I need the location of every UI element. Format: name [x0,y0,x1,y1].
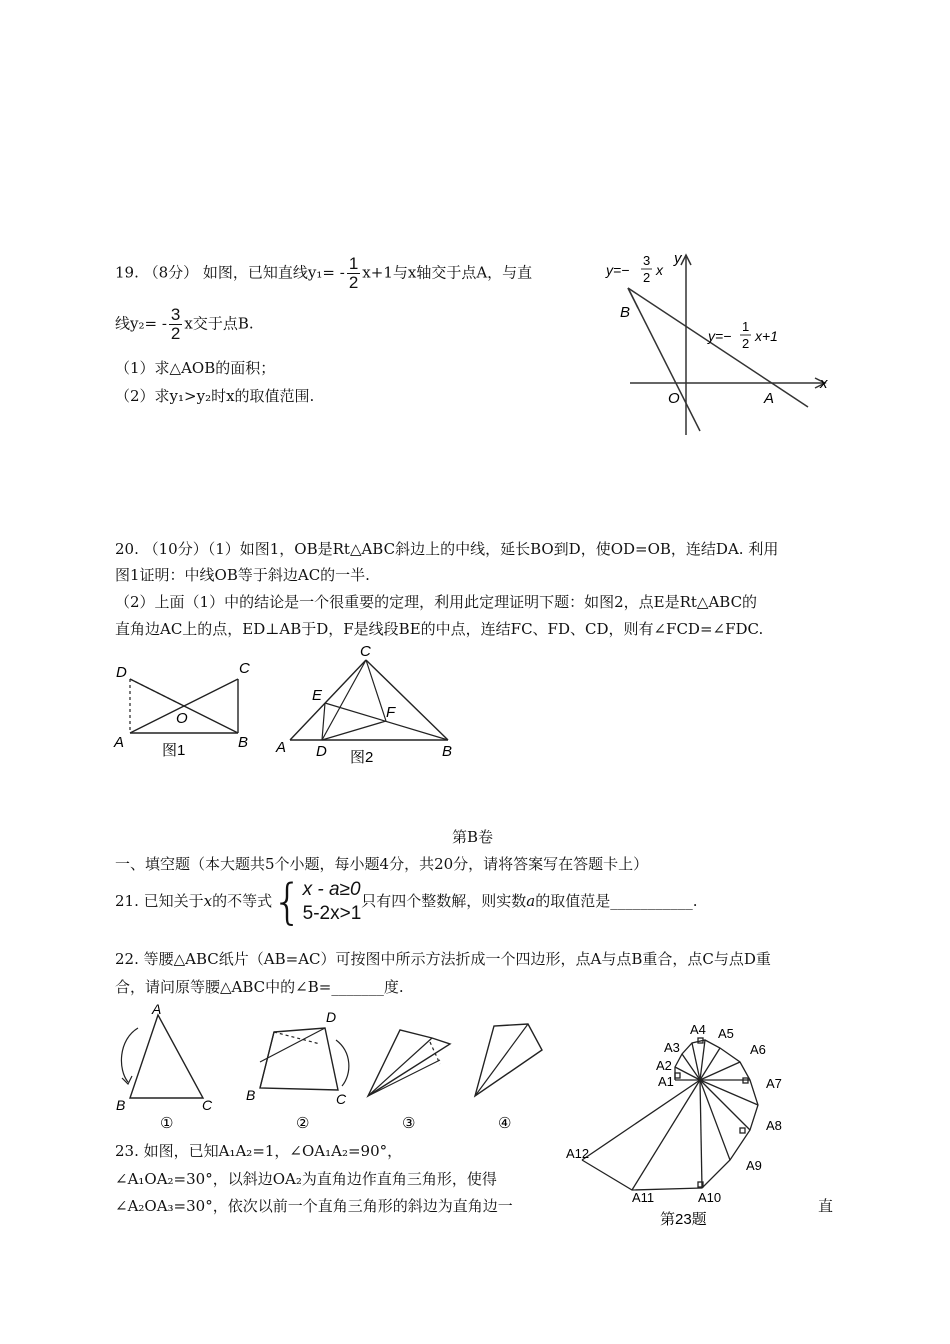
svg-text:A11: A11 [632,1190,655,1205]
q20-line1: 20. （10分）（1）如图1，OB是Rt△ABC斜边上的中线，延长BO到D，使OD=OB，连结DA. 利用 [115,540,779,558]
svg-text:D: D [326,1009,337,1025]
fraction-1-2: $\frac{1}{2}$ [348,254,359,292]
line-y1 [628,288,808,407]
answer-blank: _______ [331,978,384,996]
svg-text:A5: A5 [718,1026,734,1041]
q19-graph [600,245,840,440]
svg-text:A10: A10 [698,1190,722,1205]
q19-line1: 19. （8分） 如图，已知直线y₁= - $\frac{1}{2}$ x+1与x轴交于点A，与直 [115,254,533,292]
eq-a-prefix: y=− [708,328,732,344]
svg-text:A6: A6 [750,1042,766,1057]
svg-text:A9: A9 [746,1158,762,1173]
q23-line3-end: 直 [818,1197,834,1215]
svg-text:x: x [656,262,663,278]
svg-text:3: 3 [643,253,651,268]
svg-text:C: C [336,1091,347,1107]
q20-line3: （2）上面（1）中的结论是一个很重要的定理，利用此定理证明下题：如图2，点E是Rt△ABC的 [115,593,758,611]
answer-blank: ___________ [610,892,693,910]
svg-text:A3: A3 [664,1040,680,1055]
svg-text:①: ① [160,1115,174,1132]
svg-text:D: D [316,743,327,760]
svg-text:A12: A12 [566,1146,590,1161]
q23-spiral-figure [560,1010,820,1235]
svg-text:③: ③ [402,1115,416,1132]
svg-text:A4: A4 [690,1022,706,1037]
svg-text:2: 2 [742,336,750,351]
figure-23-caption: 第23题 [660,1211,707,1228]
q23-line2: ∠A₁OA₂=30°，以斜边OA₂为直角边作直角三角形，使得 [115,1170,497,1188]
svg-text:B: B [442,743,453,760]
figure-1-caption: 图1 [162,742,186,759]
part-b-title: 第B卷 [452,828,494,846]
q22-line1: 22. 等腰△ABC纸片（AB=AC）可按图中所示方法折成一个四边形，点A与点B重合，点C与点D重 [115,950,771,968]
svg-text:2: 2 [643,270,651,285]
q23-line1: 23. 如图，已知A₁A₂=1，∠OA₁A₂=90°， [115,1142,403,1160]
svg-text:A: A [152,1001,162,1017]
q19-sub2: （2）求y₁>y₂时x的取值范围. [115,387,315,405]
svg-text:C: C [202,1097,213,1113]
svg-text:C: C [239,660,250,677]
label-O: O [668,390,680,407]
svg-text:D: D [116,664,127,681]
q19-line2: 线y₂= - $\frac{3}{2}$ x交于点B. [115,305,254,343]
svg-text:O: O [176,710,188,727]
q21: 21. 已知关于x的不等式{ x - a≥0 5-2x>1 只有四个整数解，则实数a的取值范是___________. [115,874,698,930]
svg-text:x+1: x+1 [755,328,778,344]
svg-text:F: F [386,704,396,721]
q20-figure-1 [108,655,258,765]
svg-text:A7: A7 [766,1076,782,1091]
q19-sub1: （1）求△AOB的面积； [115,359,276,377]
figure-2-caption: 图2 [350,749,374,766]
label-x: x [820,375,828,392]
line-y2 [628,288,700,431]
svg-text:C: C [360,643,371,660]
fraction-3-2: $\frac{3}{2}$ [170,305,181,343]
q20-line4: 直角边AC上的点，ED⊥AB于D，F是线段BE的中点，连结FC、FD、CD，则有∠FCD=∠FDC. [115,620,764,638]
svg-text:1: 1 [742,319,750,334]
q22-folding-figures [110,1000,560,1135]
label-B: B [620,304,631,321]
q23-line3: ∠A₂OA₃=30°，依次以前一个直角三角形的斜边为直角边一 [115,1197,513,1215]
q20-line2: 图1证明：中线OB等于斜边AC的一半. [115,566,370,584]
svg-text:④: ④ [498,1115,512,1132]
label-A: A [764,390,775,407]
svg-text:B: B [116,1097,126,1113]
svg-text:A8: A8 [766,1118,782,1133]
label-y: y [674,250,682,267]
svg-text:②: ② [296,1115,310,1132]
svg-text:A1: A1 [658,1074,674,1089]
svg-text:B: B [238,734,249,751]
svg-text:A2: A2 [656,1058,672,1073]
inequality-system: x - a≥0 5-2x>1 [302,879,362,924]
svg-text:E: E [312,687,323,704]
eq-b-prefix: y=− [606,262,630,278]
svg-text:A: A [276,739,287,756]
part-b-section: 一、填空题（本大题共5个小题，每小题4分，共20分，请将答案写在答题卡上） [115,855,649,873]
svg-text:B: B [246,1087,256,1103]
svg-text:A: A [114,734,125,751]
q20-figure-2 [270,640,470,770]
q22-line2: 合，请问原等腰△ABC中的∠B=_______度. [115,978,404,996]
